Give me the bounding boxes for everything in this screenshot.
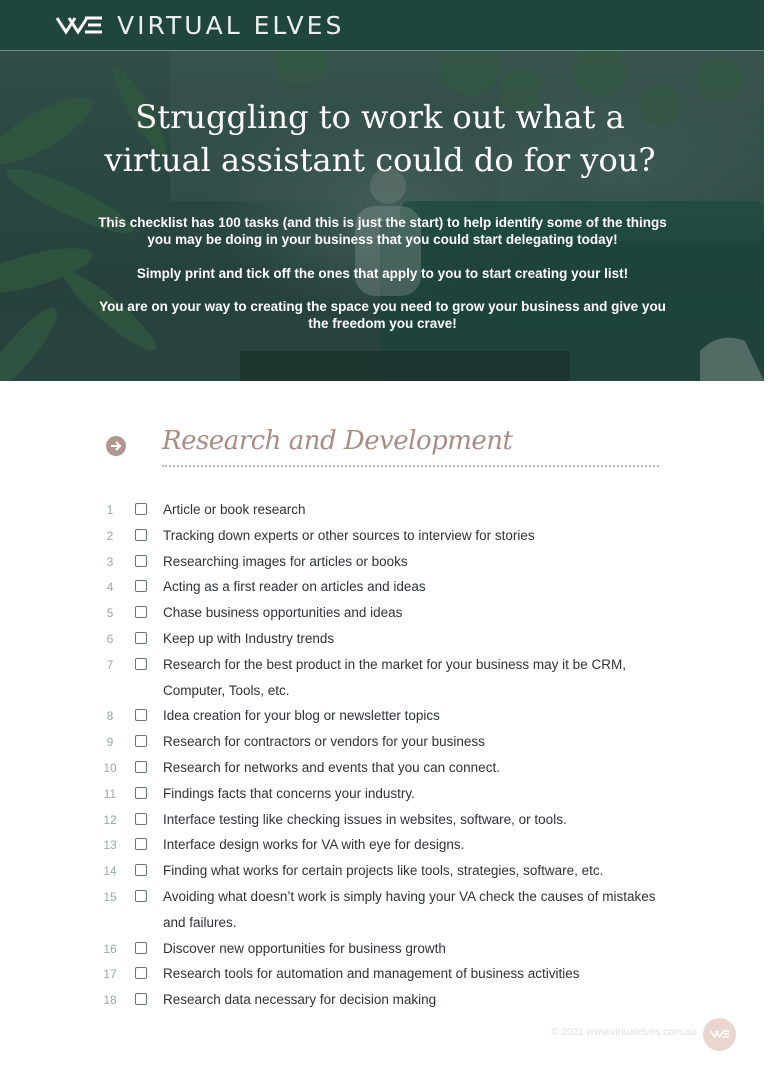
item-number: 13 [103, 838, 117, 853]
item-number: 7 [106, 657, 114, 672]
item-text: Keep up with Industry trends [163, 630, 335, 646]
list-item [0, 781, 768, 807]
item-number: 9 [106, 735, 114, 750]
item-number: 15 [103, 889, 117, 904]
list-item [0, 703, 768, 729]
checkbox[interactable] [135, 993, 147, 1005]
list-item [0, 574, 768, 600]
item-text: Article or book research [163, 502, 306, 517]
section-title: Research and Development [162, 426, 513, 456]
hero-intro-paragraph: This checklist has 100 tasks (and this is just the start) to help identify some of the things you may be doing in your business that you could start delegating today! [98, 215, 667, 247]
item-number: 6 [106, 631, 114, 646]
item-number: 10 [103, 760, 117, 775]
checkbox[interactable] [135, 761, 147, 773]
hero-title-line-1: Struggling to work out what a [135, 98, 625, 136]
checkbox[interactable] [135, 580, 147, 592]
list-item [0, 987, 768, 1013]
item-number: 11 [103, 786, 117, 801]
checkbox[interactable] [135, 735, 147, 747]
hero-banner [0, 51, 764, 381]
item-number: 17 [103, 967, 117, 982]
item-text: Research for the best product in the market for your business may it be CRM, Computer, Tools, etc. [163, 656, 626, 698]
list-item [0, 729, 768, 755]
list-item [0, 936, 768, 962]
checkbox[interactable] [135, 529, 147, 541]
item-text: Idea creation for your blog or newsletter topics [163, 708, 440, 724]
item-number: 12 [103, 812, 117, 827]
item-text: Chase business opportunities and ideas [163, 605, 403, 621]
hero-closing-paragraph: You are on your way to creating the space you need to grow your business and give you the freedom you crave! [99, 299, 666, 331]
header-bar [0, 0, 764, 51]
list-item [0, 832, 768, 858]
checkbox[interactable] [135, 787, 147, 799]
checkbox[interactable] [135, 967, 147, 979]
list-item [0, 549, 768, 575]
list-item [0, 755, 768, 781]
footer-logo-badge [703, 1018, 736, 1051]
virtual-elves-logo-icon [55, 13, 103, 37]
footer-copyright: © 2021 www.virtualelves.com.au [551, 1027, 696, 1038]
checkbox[interactable] [135, 503, 147, 515]
list-item [0, 523, 768, 549]
checklist [0, 497, 768, 1013]
item-text: Acting as a first reader on articles and ideas [163, 579, 426, 595]
item-text: Research tools for automation and management of business activities [163, 966, 580, 982]
arrow-right-circle-icon [106, 436, 126, 456]
item-text: Research for contractors or vendors for your business [163, 734, 485, 750]
brand-name: VIRTUAL ELVES [117, 11, 345, 40]
item-text: Interface testing like checking issues in websites, software, or tools. [163, 811, 567, 827]
item-text: Discover new opportunities for business growth [163, 940, 446, 956]
item-number: 3 [106, 554, 114, 569]
list-item [0, 807, 768, 833]
checkbox[interactable] [135, 890, 147, 902]
item-number: 4 [106, 580, 114, 595]
hero-title [60, 96, 700, 182]
item-text: Researching images for articles or books [163, 553, 408, 569]
item-number: 14 [103, 864, 117, 879]
virtual-elves-logo-icon [710, 1028, 730, 1040]
checkbox[interactable] [135, 658, 147, 670]
checkbox[interactable] [135, 555, 147, 567]
item-number: 5 [106, 606, 114, 621]
hero-instruction-paragraph: Simply print and tick off the ones that apply to you to start creating your list! [136, 266, 629, 281]
item-text: Finding what works for certain projects like tools, strategies, software, etc. [163, 863, 604, 879]
item-text: Research data necessary for decision making [163, 992, 437, 1008]
item-number: 18 [103, 993, 117, 1008]
checkbox[interactable] [135, 606, 147, 618]
list-item [0, 858, 768, 884]
item-number: 8 [106, 709, 114, 724]
item-number: 16 [103, 941, 117, 956]
checkbox[interactable] [135, 709, 147, 721]
list-item [0, 961, 768, 987]
checkbox[interactable] [135, 838, 147, 850]
item-text: Tracking down experts or other sources to interview for stories [163, 527, 535, 543]
item-number: 2 [106, 528, 114, 543]
hero-title-line-2: virtual assistant could do for you? [104, 141, 656, 179]
item-text: Research for networks and events that you can connect. [163, 759, 500, 775]
checkbox[interactable] [135, 864, 147, 876]
item-number: 1 [106, 503, 114, 517]
list-item [0, 497, 768, 523]
item-text: Interface design works for VA with eye for designs. [163, 837, 465, 853]
section-divider [162, 465, 659, 467]
list-item [0, 626, 768, 652]
checkbox[interactable] [135, 632, 147, 644]
list-item [0, 652, 768, 704]
item-text: Avoiding what doesn’t work is simply having your VA check the causes of mistakes and failures. [163, 888, 656, 930]
list-item [0, 600, 768, 626]
checkbox[interactable] [135, 942, 147, 954]
item-text: Findings facts that concerns your industry. [163, 785, 415, 801]
checkbox[interactable] [135, 813, 147, 825]
list-item [0, 884, 768, 936]
